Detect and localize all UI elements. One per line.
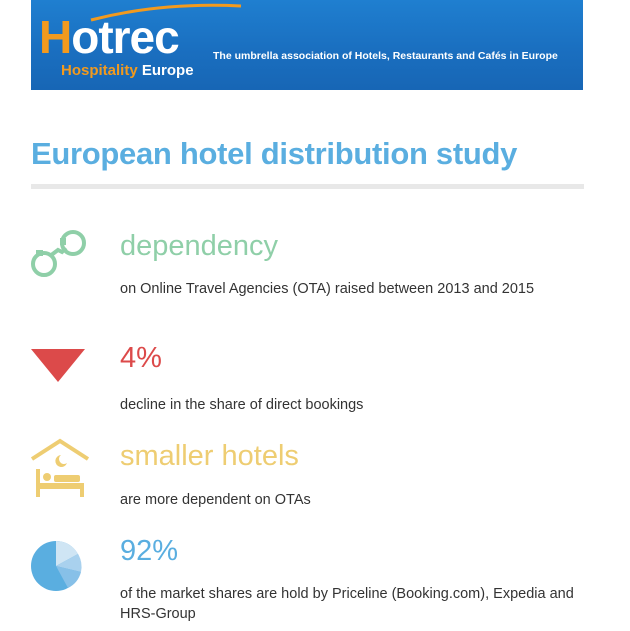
logo-subtitle: [61, 62, 194, 80]
logo-text: otrec: [71, 11, 179, 63]
fact-description: on Online Travel Agencies (OTA) raised between 2013 and 2015: [120, 281, 535, 297]
fact-headline: dependency: [120, 230, 279, 262]
pie-chart-icon: [28, 538, 84, 594]
fact-description: decline in the share of direct bookings: [120, 397, 364, 413]
page-title: European hotel distribution study: [31, 136, 518, 171]
hotel-bed-icon: [28, 437, 92, 503]
handcuffs-icon: [28, 226, 92, 282]
title-divider: [31, 184, 584, 189]
down-triangle-icon: [28, 346, 88, 386]
fact-headline: smaller hotels: [120, 440, 299, 472]
logo: [39, 11, 179, 63]
fact-description: of the market shares are hold by Priceline (Booking.com), Expedia and HRS-Group: [120, 586, 574, 622]
header-banner: [31, 0, 583, 90]
logo-subtitle-hospitality: Hospitality: [61, 62, 138, 79]
logo-subtitle-europe: Europe: [141, 62, 194, 79]
fact-headline: 92%: [120, 535, 179, 567]
logo-initial: H: [39, 11, 72, 63]
fact-description: are more dependent on OTAs: [120, 492, 311, 508]
tagline: The umbrella association of Hotels, Restaurants and Cafés in Europe: [213, 50, 558, 62]
fact-headline: 4%: [120, 342, 162, 374]
